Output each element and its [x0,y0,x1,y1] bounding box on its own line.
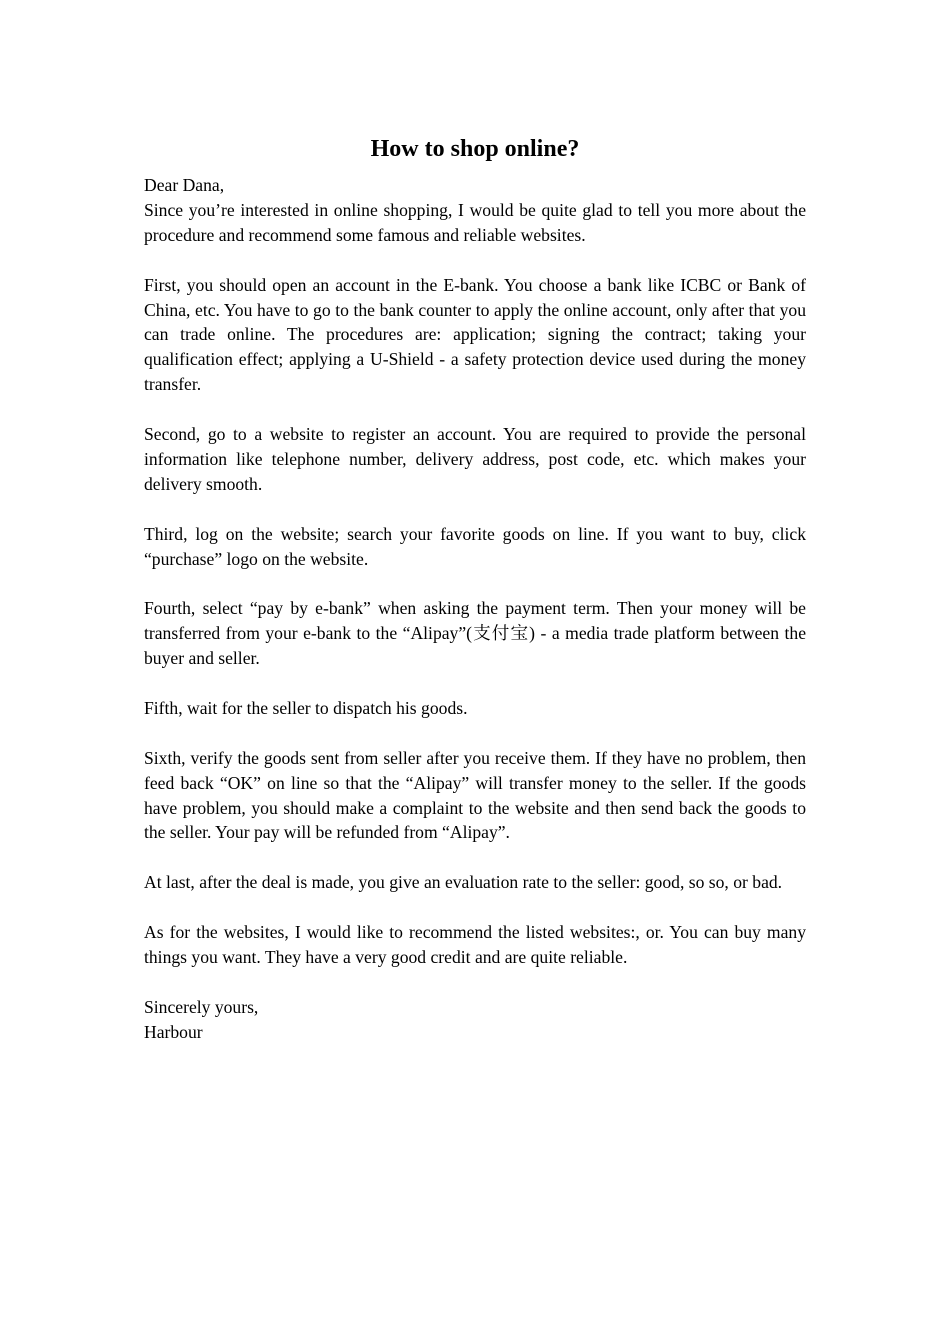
paragraph-third-step: Third, log on the website; search your favorite goods on line. If you want to buy, click “purchase” logo on the website. [144,523,806,569]
page-title: How to shop online? [370,136,580,162]
paragraph-websites: As for the websites, I would like to recommend the listed websites:, or. You can buy many things you want. They have a very good credit and are quite reliable. [144,922,806,967]
salutation: Dear Dana, [144,175,225,195]
paragraph-second-step: Second, go to a website to register an account. You are required to provide the personal information like telephone number, delivery address, post code, etc. which makes your delivery smooth. [144,424,806,494]
signature: Harbour [144,1021,203,1042]
paragraph-fourth-step: Fourth, select “pay by e-bank” when asking the payment term. Then your money will be transferred from your e-bank to the “Alipay”(支付宝) - a media trade platform between the buyer and seller. [144,598,806,669]
paragraph-sixth-step: Sixth, verify the goods sent from seller after you receive them. If they have no problem, then feed back “OK” on line so that the “Alipay” will transfer money to the seller. If the goods have problem, you should make a complaint to the website and then send back the goods to the seller. Your pay will be refunded from “Alipay”. [144,747,806,843]
closing: Sincerely yours, [144,996,259,1017]
paragraph-fifth-step: Fifth, wait for the seller to dispatch his goods. [144,697,468,718]
paragraph-intro: Since you’re interested in online shopping, I would be quite glad to tell you more about the procedure and recommend some famous and reliable websites. [144,199,806,245]
paragraph-first-step: First, you should open an account in the E-bank. You choose a bank like ICBC or Bank of China, etc. You have to go to the bank counter to apply the online account, only after that you can trade online. The procedures are: application; signing the contract; taking your qualification effect; applying a U-Shield - a safety protection device used during the money transfer. [144,274,806,395]
paragraph-last-step: At last, after the deal is made, you give an evaluation rate to the seller: good, so so, or bad. [144,872,783,893]
letter-body [144,131,806,1045]
